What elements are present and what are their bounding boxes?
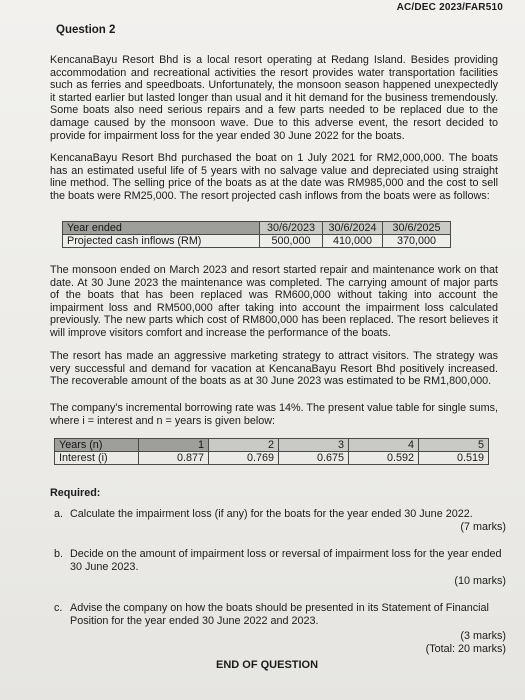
item-text: Calculate the impairment loss (if any) for the boats for the year ended 30 June 2022. xyxy=(70,508,473,520)
table-row xyxy=(63,222,451,235)
table-cell: Interest (i) xyxy=(55,452,139,465)
table-cell: 500,000 xyxy=(260,235,323,248)
table-cell: 0.769 xyxy=(209,452,279,465)
paragraph-marketing: The resort has made an aggressive marketing strategy to attract visitors. The strategy was very successful and demand for vacation at KencanaBayu Resort Bhd positively increased. The recoverable amount of the boats as at 30 June 2023 was estimated to be RM1,800,000. xyxy=(50,350,498,388)
required-item-c xyxy=(54,602,506,658)
table-cell: 0.592 xyxy=(349,452,419,465)
table-cell: 30/6/2024 xyxy=(323,222,383,235)
table-cell: Year ended xyxy=(63,222,260,235)
item-label: c. xyxy=(54,602,63,614)
item-marks: (3 marks) xyxy=(460,630,506,642)
table-row xyxy=(55,439,489,452)
paragraph-purchase: KencanaBayu Resort Bhd purchased the boat on 1 July 2021 for RM2,000,000. The boats has an estimated useful life of 5 years with no salvage value and depreciated using straight line method. The selling price of the boats as at the date was RM985,000 and the cost to sell the boats were RM25,000. The resort projected cash inflows from the boats were as follows: xyxy=(50,152,498,202)
table-cell: 0.519 xyxy=(419,452,489,465)
table-cell: 30/6/2025 xyxy=(383,222,451,235)
required-item-b xyxy=(54,548,506,588)
total-marks: (Total: 20 marks) xyxy=(425,643,506,655)
item-marks: (10 marks) xyxy=(454,575,506,587)
question-title: Question 2 xyxy=(56,24,116,36)
table-cell: Years (n) xyxy=(55,439,139,452)
table-cell: 30/6/2023 xyxy=(260,222,323,235)
item-text: Advise the company on how the boats should be presented in its Statement of Financial Position for the year ended 30 June 2022 and 2023. xyxy=(70,602,489,627)
item-marks: (7 marks) xyxy=(460,521,506,533)
item-label: b. xyxy=(54,548,64,560)
table-cell: 5 xyxy=(419,439,489,452)
table-row xyxy=(55,452,489,465)
paragraph-background: KencanaBayu Resort Bhd is a local resort operating at Redang Island. Besides providing accommodation and recreational activities the resort provides water transportation facilities such as ferries and speedboats. Unfortunately, the monsoon season happened unexpectedly it started earlier but lasted longer than usual and it hit demand for the business tremendously. Some boats also need serious repairs and a few parts needed to be replaced due to the damage caused by the monsoon wave. Due to this adverse event, the resort decided to provide for impairment loss for the year ended 30 June 2022 for the boats. xyxy=(50,54,498,142)
paragraph-borrowing-rate: The company's incremental borrowing rate was 14%. The present value table for single sums, where i = interest and n = years is given below: xyxy=(50,402,498,427)
required-heading: Required: xyxy=(50,487,101,499)
table-cell: 3 xyxy=(279,439,349,452)
paragraph-maintenance: The monsoon ended on March 2023 and resort started repair and maintenance work on that date. At 30 June 2023 the maintenance was completed. The carrying amount of major parts of the boats that has been replaced was RM600,000 without taking into account the impairment loss and RM500,000 after taking into account the impairment loss calculated previously. The new parts which cost of RM800,000 has been replaced. The resort believes it will improve visitors comfort and increase the performance of the boats. xyxy=(50,264,498,339)
table-cell: 410,000 xyxy=(323,235,383,248)
present-value-table xyxy=(54,438,489,465)
table-cell: 370,000 xyxy=(383,235,451,248)
table-cell: 1 xyxy=(139,439,209,452)
required-item-a xyxy=(54,508,506,534)
table-cell: Projected cash inflows (RM) xyxy=(63,235,260,248)
table-cell: 0.877 xyxy=(139,452,209,465)
table-cell: 4 xyxy=(349,439,419,452)
table-cell: 2 xyxy=(209,439,279,452)
table-row xyxy=(63,235,451,248)
end-of-question: END OF QUESTION xyxy=(216,659,319,671)
cash-inflows-table xyxy=(62,221,451,248)
table-cell: 0.675 xyxy=(279,452,349,465)
item-text: Decide on the amount of impairment loss or reversal of impairment loss for the year ended 30 June 2023. xyxy=(70,548,502,573)
paper-code: AC/DEC 2023/FAR510 xyxy=(396,2,503,13)
item-label: a. xyxy=(54,508,64,520)
